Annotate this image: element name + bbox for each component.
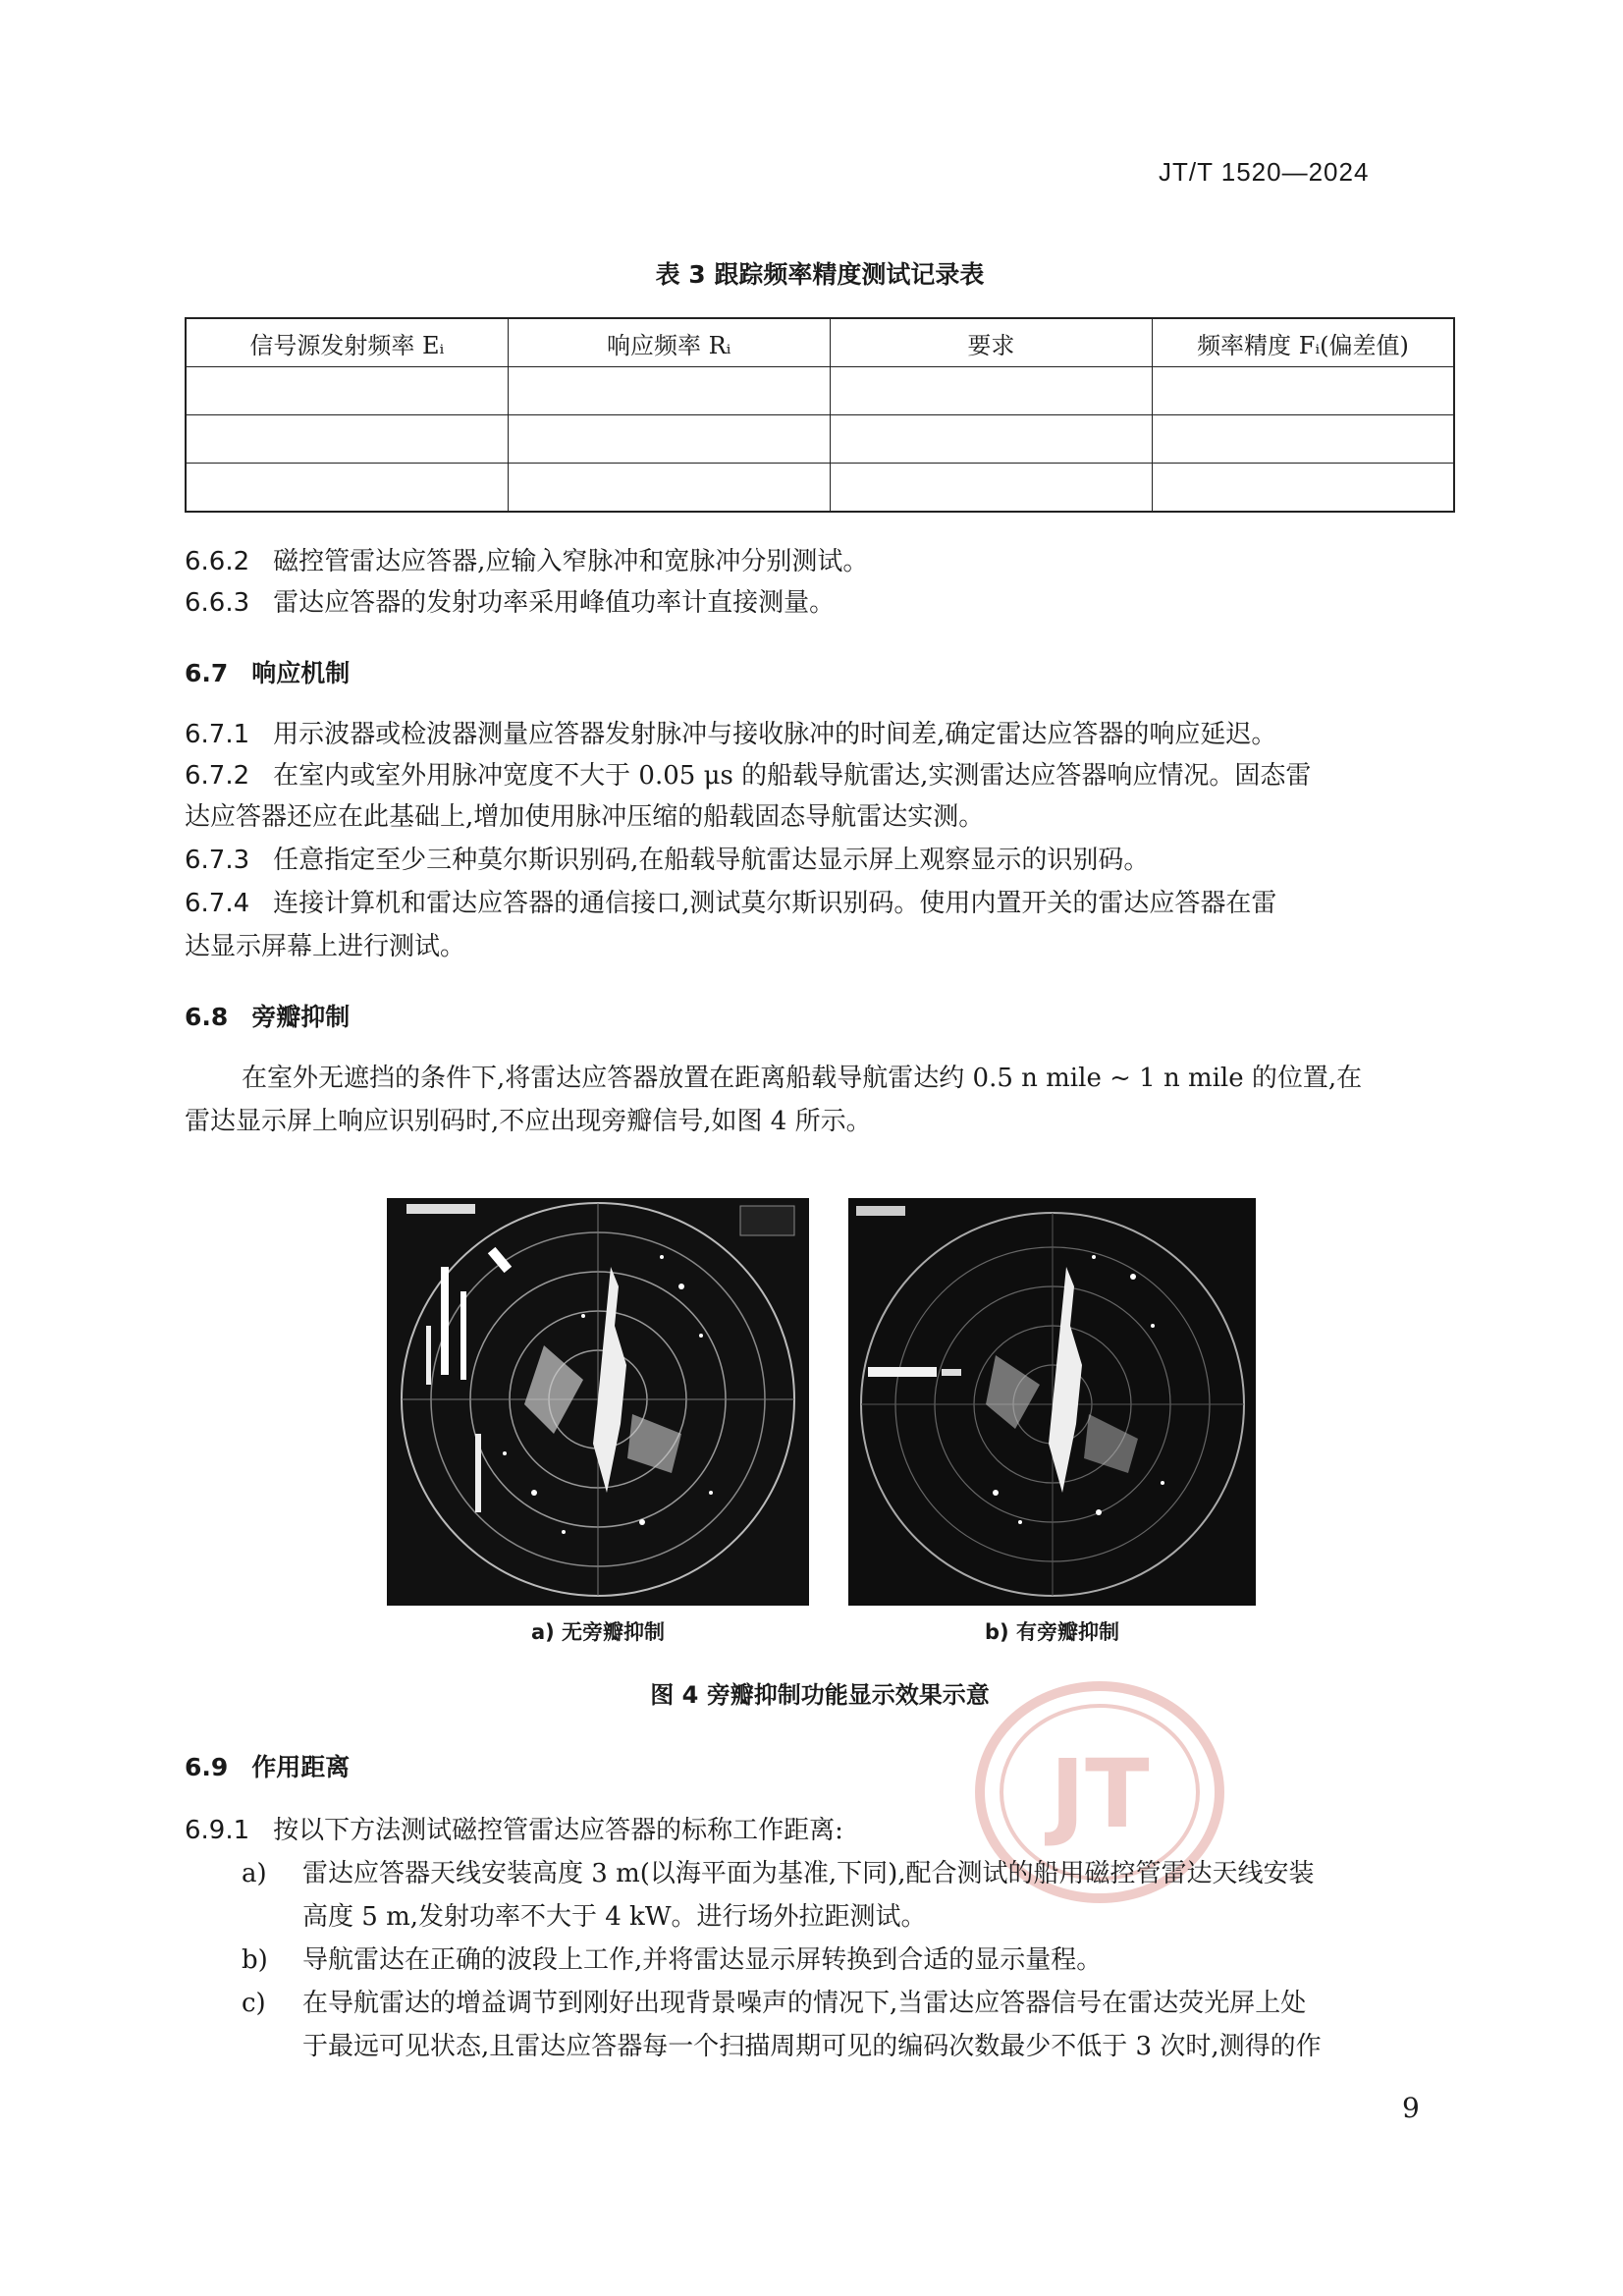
section-6-8-heading (185, 998, 350, 1033)
clause-6-7-4-cont: 达显示屏幕上进行测试。 (185, 932, 466, 961)
list-text: 在导航雷达的增益调节到刚好出现背景噪声的情况下,当雷达应答器信号在雷达荧光屏上处 (302, 1989, 1307, 2018)
table-cell (508, 367, 830, 415)
clause-6-6-2 (185, 540, 868, 583)
list-label: b) (242, 1945, 268, 1975)
clause-6-7-2 (185, 754, 1311, 797)
clause-text: 用示波器或检波器测量应答器发射脉冲与接收脉冲的时间差,确定雷达应答器的响应延迟。 (273, 720, 1277, 749)
header-cell: 响应频率 Rᵢ (508, 318, 830, 367)
section-6-8-para-line1: 在室外无遮挡的条件下,将雷达应答器放置在距离船载导航雷达约 0.5 n mile ~ 1 n mile 的位置,在 (242, 1064, 1363, 1093)
table-cell (830, 415, 1152, 464)
clause-text: 按以下方法测试磁控管雷达应答器的标称工作距离: (273, 1816, 843, 1845)
subfigure-a-caption: a) 无旁瓣抑制 (530, 1620, 666, 1644)
clause-number: 6.7.2 (185, 761, 250, 791)
clause-6-7-4 (185, 882, 1276, 925)
list-item-a-cont: 高度 5 m,发射功率不大于 4 kW。进行场外拉距测试。 (302, 1902, 927, 1932)
list-label: c) (242, 1989, 266, 2018)
clause-text: 任意指定至少三种莫尔斯识别码,在船载导航雷达显示屏上观察显示的识别码。 (273, 846, 1150, 875)
list-item-c (242, 1982, 1306, 2025)
clause-number: 6.7.3 (185, 846, 250, 875)
clause-number: 6.7.1 (185, 720, 250, 749)
table-row (186, 415, 1454, 464)
header-cell: 频率精度 Fᵢ(偏差值) (1152, 318, 1454, 367)
section-6-7-heading (185, 654, 350, 689)
clause-number: 6.9.1 (185, 1816, 250, 1845)
section-6-8-para-line2: 雷达显示屏上响应识别码时,不应出现旁瓣信号,如图 4 所示。 (185, 1107, 872, 1136)
section-title: 作用距离 (251, 1753, 351, 1781)
clause-number: 6.6.2 (185, 547, 250, 576)
header-cell: 要求 (830, 318, 1152, 367)
clause-text: 磁控管雷达应答器,应输入窄脉冲和宽脉冲分别测试。 (273, 547, 869, 576)
header-cell: 信号源发射频率 Eᵢ (186, 318, 508, 367)
radar-display-b (848, 1198, 1256, 1606)
clause-6-6-3 (185, 581, 835, 625)
section-title: 旁瓣抑制 (251, 1003, 351, 1031)
clause-text: 连接计算机和雷达应答器的通信接口,测试莫尔斯识别码。使用内置开关的雷达应答器在雷 (273, 889, 1277, 918)
clause-text: 在室内或室外用脉冲宽度不大于 0.05 μs 的船载导航雷达,实测雷达应答器响应情况。固态雷 (273, 761, 1312, 791)
table-cell (508, 415, 830, 464)
figure-caption: 图 4 旁瓣抑制功能显示效果示意 (650, 1681, 990, 1709)
list-label: a) (242, 1859, 267, 1888)
table-cell (830, 464, 1152, 513)
table-row (186, 464, 1454, 513)
table-cell (186, 464, 508, 513)
list-item-a (242, 1852, 1315, 1895)
section-number: 6.8 (185, 1003, 229, 1031)
section-title: 响应机制 (251, 659, 351, 687)
standard-number: JT/T 1520—2024 (1159, 157, 1370, 187)
radar-image-with-suppression (848, 1198, 1256, 1606)
table-cell (1152, 464, 1454, 513)
table-header-row (186, 318, 1454, 367)
clause-6-7-2-cont: 达应答器还应在此基础上,增加使用脉冲压缩的船载固态导航雷达实测。 (185, 802, 985, 832)
list-text: 导航雷达在正确的波段上工作,并将雷达显示屏转换到合适的显示量程。 (302, 1945, 1103, 1975)
clause-number: 6.6.3 (185, 588, 250, 618)
table-cell (186, 415, 508, 464)
clause-number: 6.7.4 (185, 889, 250, 918)
page-number: 9 (1402, 2092, 1420, 2124)
table-cell (830, 367, 1152, 415)
list-text: 雷达应答器天线安装高度 3 m(以海平面为基准,下同),配合测试的船用磁控管雷达天线安装 (302, 1859, 1315, 1888)
radar-display-a (387, 1198, 809, 1606)
clause-6-7-3 (185, 839, 1149, 882)
section-6-9-heading (185, 1748, 350, 1783)
table-cell (1152, 367, 1454, 415)
list-item-b (242, 1939, 1102, 1982)
section-number: 6.7 (185, 659, 229, 687)
section-number: 6.9 (185, 1753, 229, 1781)
table-title: 表 3 跟踪频率精度测试记录表 (655, 260, 985, 289)
clause-6-9-1 (185, 1809, 843, 1852)
list-item-c-cont: 于最远可见状态,且雷达应答器每一个扫描周期可见的编码次数最少不低于 3 次时,测得的作 (302, 2032, 1322, 2061)
radar-image-no-suppression (387, 1198, 809, 1606)
clause-text: 雷达应答器的发射功率采用峰值功率计直接测量。 (273, 588, 836, 618)
table-row (186, 367, 1454, 415)
table-cell (186, 367, 508, 415)
record-table (185, 317, 1455, 513)
subfigure-b-caption: b) 有旁瓣抑制 (985, 1620, 1119, 1644)
table-cell (508, 464, 830, 513)
table-cell (1152, 415, 1454, 464)
seal-text: JT (1050, 1739, 1150, 1849)
clause-6-7-1 (185, 713, 1276, 756)
